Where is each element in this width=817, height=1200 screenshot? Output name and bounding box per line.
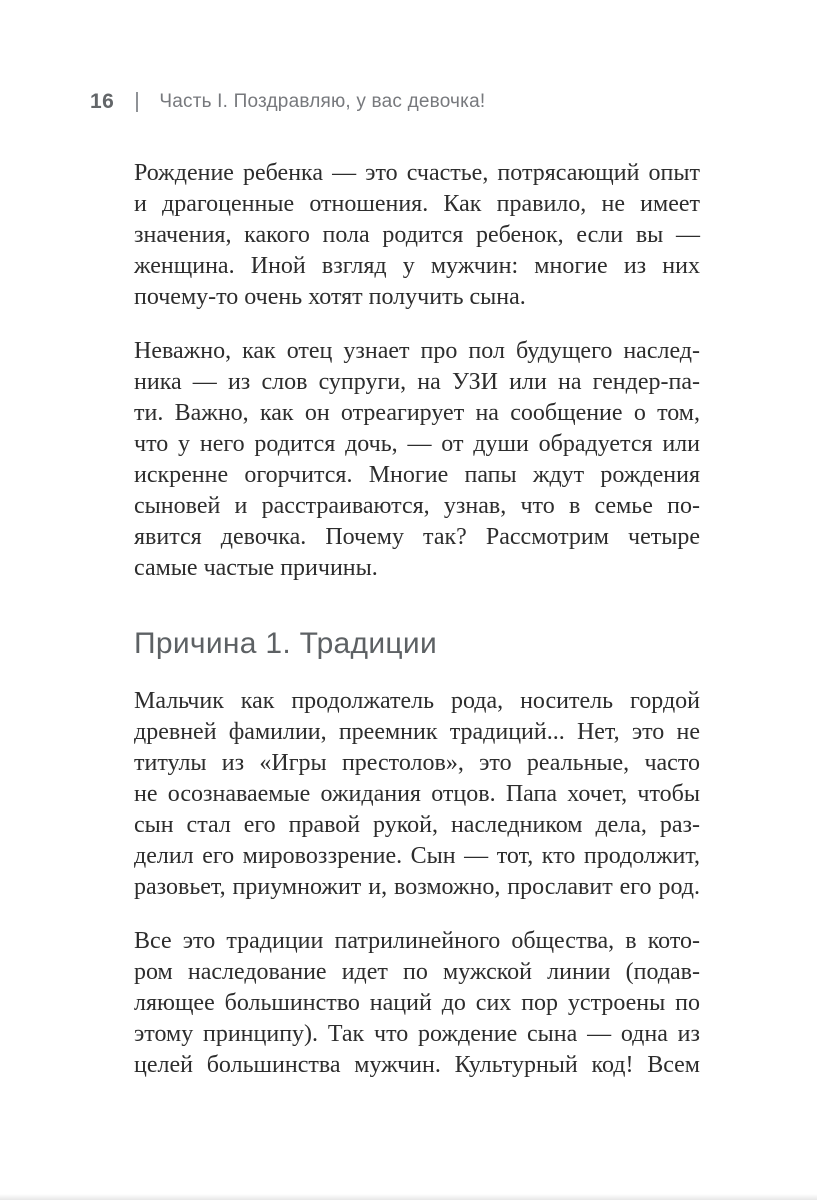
body-paragraph bbox=[134, 926, 700, 1081]
text-column bbox=[134, 158, 700, 1081]
text-line: этому принципу). Так что рождение сына — одна из bbox=[134, 1021, 700, 1047]
page-number: 16 bbox=[90, 90, 115, 113]
body-paragraph bbox=[134, 336, 700, 584]
text-line: ром наследование идет по мужской линии (подав- bbox=[134, 959, 700, 985]
text-line: древней фамилии, преемник традиций... Нет, это не bbox=[134, 719, 700, 745]
text-line: значения, какого пола родится ребенок, если вы — bbox=[134, 222, 700, 248]
text-line: титулы из «Игры престолов», это реальные, часто bbox=[134, 750, 700, 776]
page-bottom-edge bbox=[0, 1194, 817, 1200]
text-line: ника — из слов супруги, на УЗИ или на гендер-па- bbox=[134, 369, 700, 395]
text-line: целей большинства мужчин. Культурный код! Всем bbox=[134, 1052, 700, 1078]
text-line: Мальчик как продолжатель рода, носитель гордой bbox=[134, 688, 700, 714]
text-line: и драгоценные отношения. Как правило, не имеет bbox=[134, 191, 700, 217]
text-line: не осознаваемые ожидания отцов. Папа хочет, чтобы bbox=[134, 781, 700, 807]
body-paragraph bbox=[134, 158, 700, 313]
text-line: искренне огорчится. Многие папы ждут рождения bbox=[134, 462, 700, 488]
text-line: ляющее большинство наций до сих пор устроены по bbox=[134, 990, 700, 1016]
section-heading: Причина 1. Традиции bbox=[134, 627, 438, 660]
running-title: Часть I. Поздравляю, у вас девочка! bbox=[159, 91, 486, 112]
text-line: ти. Важно, как он отреагирует на сообщение о том, bbox=[134, 400, 700, 426]
text-line: Рождение ребенка — это счастье, потрясающий опыт bbox=[134, 160, 700, 186]
text-line: Неважно, как отец узнает про пол будущего наслед- bbox=[134, 338, 700, 364]
text-line: сын стал его правой рукой, наследником дела, раз- bbox=[134, 812, 700, 838]
text-line: сыновей и расстраиваются, узнав, что в семье по- bbox=[134, 493, 700, 519]
body-paragraph bbox=[134, 686, 700, 903]
text-line: разовьет, приумножит и, возможно, прославит его род. bbox=[134, 874, 700, 900]
running-header bbox=[90, 90, 485, 114]
text-line: что у него родится дочь, — от души обрадуется или bbox=[134, 431, 700, 457]
text-line: самые частые причины. bbox=[134, 555, 378, 581]
text-line: почему-то очень хотят получить сына. bbox=[134, 284, 526, 310]
text-line: женщина. Иной взгляд у мужчин: многие из них bbox=[134, 253, 700, 279]
text-line: Все это традиции патрилинейного общества, в кото- bbox=[134, 928, 700, 954]
header-divider bbox=[136, 92, 138, 112]
text-line: явится девочка. Почему так? Рассмотрим четыре bbox=[134, 524, 700, 550]
text-line: делил его мировоззрение. Сын — тот, кто продолжит, bbox=[134, 843, 700, 869]
